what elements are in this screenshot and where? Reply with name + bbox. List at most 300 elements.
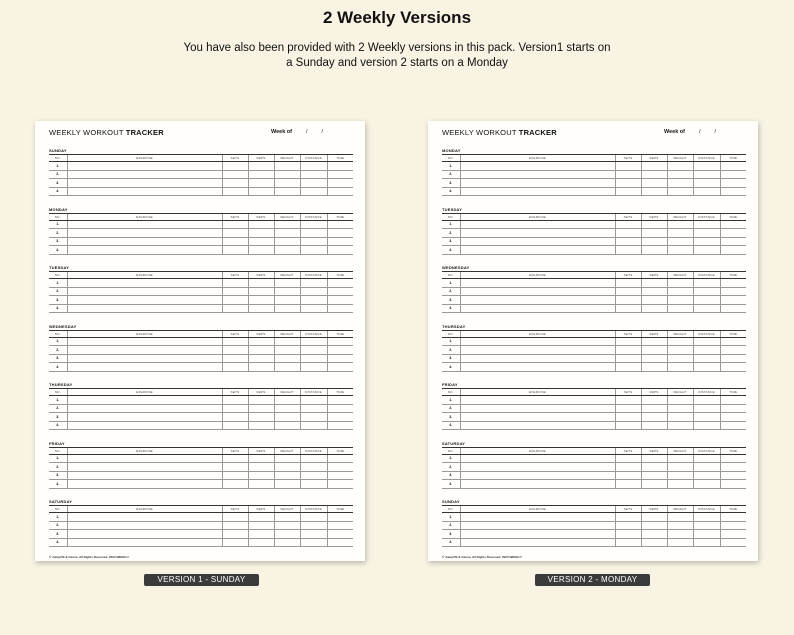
table-cell[interactable] bbox=[667, 463, 693, 472]
table-cell[interactable] bbox=[720, 404, 746, 413]
table-cell[interactable] bbox=[274, 471, 300, 480]
table-cell[interactable] bbox=[327, 354, 353, 363]
table-cell[interactable] bbox=[67, 296, 222, 305]
table-cell[interactable] bbox=[248, 530, 274, 539]
table-cell[interactable] bbox=[641, 354, 667, 363]
table-cell[interactable] bbox=[720, 480, 746, 489]
table-cell[interactable] bbox=[300, 421, 327, 430]
table-cell[interactable] bbox=[248, 279, 274, 288]
table-cell[interactable] bbox=[693, 396, 720, 405]
table-cell[interactable] bbox=[641, 237, 667, 246]
table-cell[interactable] bbox=[615, 413, 641, 422]
table-cell[interactable] bbox=[222, 229, 248, 238]
table-cell[interactable] bbox=[327, 421, 353, 430]
table-cell[interactable] bbox=[67, 363, 222, 372]
table-cell[interactable] bbox=[720, 513, 746, 522]
table-cell[interactable] bbox=[720, 237, 746, 246]
table-cell[interactable] bbox=[720, 187, 746, 196]
table-cell[interactable] bbox=[248, 538, 274, 547]
table-cell[interactable] bbox=[274, 337, 300, 346]
table-cell[interactable] bbox=[720, 346, 746, 355]
table-cell[interactable] bbox=[720, 279, 746, 288]
table-cell[interactable] bbox=[641, 480, 667, 489]
table-cell[interactable] bbox=[300, 396, 327, 405]
table-cell[interactable] bbox=[274, 287, 300, 296]
table-cell[interactable] bbox=[720, 170, 746, 179]
table-cell[interactable] bbox=[641, 521, 667, 530]
table-cell[interactable] bbox=[67, 404, 222, 413]
table-cell[interactable] bbox=[641, 404, 667, 413]
table-cell[interactable] bbox=[327, 246, 353, 255]
table-cell[interactable] bbox=[615, 404, 641, 413]
table-cell[interactable] bbox=[67, 220, 222, 229]
table-cell[interactable] bbox=[327, 337, 353, 346]
table-cell[interactable] bbox=[274, 454, 300, 463]
table-cell[interactable] bbox=[641, 396, 667, 405]
table-cell[interactable] bbox=[460, 530, 615, 539]
table-cell[interactable] bbox=[667, 337, 693, 346]
table-cell[interactable] bbox=[615, 513, 641, 522]
table-cell[interactable] bbox=[693, 179, 720, 188]
table-cell[interactable] bbox=[460, 363, 615, 372]
table-cell[interactable] bbox=[720, 530, 746, 539]
table-cell[interactable] bbox=[327, 480, 353, 489]
table-cell[interactable] bbox=[300, 471, 327, 480]
table-cell[interactable] bbox=[460, 296, 615, 305]
table-cell[interactable] bbox=[300, 538, 327, 547]
table-cell[interactable] bbox=[693, 363, 720, 372]
table-cell[interactable] bbox=[300, 246, 327, 255]
table-cell[interactable] bbox=[720, 463, 746, 472]
table-cell[interactable] bbox=[693, 187, 720, 196]
table-cell[interactable] bbox=[222, 170, 248, 179]
table-cell[interactable] bbox=[248, 513, 274, 522]
table-cell[interactable] bbox=[720, 287, 746, 296]
table-cell[interactable] bbox=[327, 187, 353, 196]
table-cell[interactable] bbox=[274, 396, 300, 405]
table-cell[interactable] bbox=[667, 229, 693, 238]
table-cell[interactable] bbox=[460, 404, 615, 413]
table-cell[interactable] bbox=[274, 187, 300, 196]
table-cell[interactable] bbox=[222, 413, 248, 422]
table-cell[interactable] bbox=[274, 170, 300, 179]
table-cell[interactable] bbox=[720, 363, 746, 372]
table-cell[interactable] bbox=[327, 287, 353, 296]
table-cell[interactable] bbox=[222, 421, 248, 430]
table-cell[interactable] bbox=[693, 513, 720, 522]
table-cell[interactable] bbox=[300, 187, 327, 196]
table-cell[interactable] bbox=[460, 246, 615, 255]
table-cell[interactable] bbox=[248, 396, 274, 405]
table-cell[interactable] bbox=[720, 162, 746, 171]
table-cell[interactable] bbox=[667, 279, 693, 288]
table-cell[interactable] bbox=[460, 162, 615, 171]
table-cell[interactable] bbox=[615, 463, 641, 472]
table-cell[interactable] bbox=[615, 337, 641, 346]
table-cell[interactable] bbox=[641, 220, 667, 229]
table-cell[interactable] bbox=[274, 354, 300, 363]
table-cell[interactable] bbox=[248, 463, 274, 472]
table-cell[interactable] bbox=[274, 530, 300, 539]
table-cell[interactable] bbox=[460, 396, 615, 405]
table-cell[interactable] bbox=[222, 396, 248, 405]
table-cell[interactable] bbox=[327, 404, 353, 413]
table-cell[interactable] bbox=[300, 480, 327, 489]
table-cell[interactable] bbox=[222, 246, 248, 255]
table-cell[interactable] bbox=[222, 179, 248, 188]
table-cell[interactable] bbox=[693, 530, 720, 539]
table-cell[interactable] bbox=[693, 538, 720, 547]
table-cell[interactable] bbox=[274, 279, 300, 288]
table-cell[interactable] bbox=[615, 220, 641, 229]
table-cell[interactable] bbox=[222, 480, 248, 489]
table-cell[interactable] bbox=[667, 521, 693, 530]
table-cell[interactable] bbox=[300, 454, 327, 463]
table-cell[interactable] bbox=[67, 413, 222, 422]
table-cell[interactable] bbox=[274, 513, 300, 522]
table-cell[interactable] bbox=[641, 246, 667, 255]
table-cell[interactable] bbox=[460, 170, 615, 179]
table-cell[interactable] bbox=[300, 220, 327, 229]
table-cell[interactable] bbox=[222, 454, 248, 463]
table-cell[interactable] bbox=[327, 237, 353, 246]
table-cell[interactable] bbox=[667, 454, 693, 463]
table-cell[interactable] bbox=[615, 454, 641, 463]
table-cell[interactable] bbox=[327, 530, 353, 539]
table-cell[interactable] bbox=[67, 179, 222, 188]
table-cell[interactable] bbox=[460, 346, 615, 355]
table-cell[interactable] bbox=[327, 463, 353, 472]
table-cell[interactable] bbox=[300, 337, 327, 346]
table-cell[interactable] bbox=[720, 421, 746, 430]
table-cell[interactable] bbox=[300, 513, 327, 522]
table-cell[interactable] bbox=[222, 363, 248, 372]
table-cell[interactable] bbox=[300, 530, 327, 539]
table-cell[interactable] bbox=[327, 229, 353, 238]
table-cell[interactable] bbox=[327, 454, 353, 463]
table-cell[interactable] bbox=[300, 363, 327, 372]
table-cell[interactable] bbox=[67, 513, 222, 522]
table-cell[interactable] bbox=[693, 413, 720, 422]
table-cell[interactable] bbox=[460, 229, 615, 238]
table-cell[interactable] bbox=[693, 279, 720, 288]
table-cell[interactable] bbox=[248, 187, 274, 196]
table-cell[interactable] bbox=[300, 354, 327, 363]
table-cell[interactable] bbox=[300, 170, 327, 179]
table-cell[interactable] bbox=[641, 363, 667, 372]
table-cell[interactable] bbox=[693, 162, 720, 171]
table-cell[interactable] bbox=[615, 304, 641, 313]
table-cell[interactable] bbox=[615, 471, 641, 480]
table-cell[interactable] bbox=[327, 521, 353, 530]
table-cell[interactable] bbox=[274, 421, 300, 430]
table-cell[interactable] bbox=[67, 354, 222, 363]
table-cell[interactable] bbox=[67, 279, 222, 288]
table-cell[interactable] bbox=[248, 229, 274, 238]
table-cell[interactable] bbox=[300, 179, 327, 188]
table-cell[interactable] bbox=[222, 296, 248, 305]
table-cell[interactable] bbox=[667, 363, 693, 372]
table-cell[interactable] bbox=[641, 279, 667, 288]
table-cell[interactable] bbox=[615, 396, 641, 405]
table-cell[interactable] bbox=[327, 170, 353, 179]
table-cell[interactable] bbox=[641, 463, 667, 472]
table-cell[interactable] bbox=[274, 296, 300, 305]
table-cell[interactable] bbox=[615, 296, 641, 305]
table-cell[interactable] bbox=[460, 521, 615, 530]
table-cell[interactable] bbox=[327, 363, 353, 372]
table-cell[interactable] bbox=[274, 521, 300, 530]
table-cell[interactable] bbox=[67, 162, 222, 171]
table-cell[interactable] bbox=[693, 304, 720, 313]
table-cell[interactable] bbox=[615, 421, 641, 430]
table-cell[interactable] bbox=[248, 346, 274, 355]
table-cell[interactable] bbox=[460, 454, 615, 463]
table-cell[interactable] bbox=[667, 162, 693, 171]
table-cell[interactable] bbox=[300, 521, 327, 530]
table-cell[interactable] bbox=[222, 287, 248, 296]
table-cell[interactable] bbox=[222, 538, 248, 547]
table-cell[interactable] bbox=[641, 296, 667, 305]
table-cell[interactable] bbox=[248, 220, 274, 229]
table-cell[interactable] bbox=[667, 187, 693, 196]
table-cell[interactable] bbox=[67, 480, 222, 489]
table-cell[interactable] bbox=[248, 363, 274, 372]
table-cell[interactable] bbox=[67, 287, 222, 296]
table-cell[interactable] bbox=[248, 521, 274, 530]
table-cell[interactable] bbox=[300, 287, 327, 296]
table-cell[interactable] bbox=[327, 304, 353, 313]
table-cell[interactable] bbox=[274, 162, 300, 171]
table-cell[interactable] bbox=[460, 279, 615, 288]
table-cell[interactable] bbox=[641, 530, 667, 539]
table-cell[interactable] bbox=[667, 246, 693, 255]
table-cell[interactable] bbox=[641, 170, 667, 179]
table-cell[interactable] bbox=[222, 471, 248, 480]
table-cell[interactable] bbox=[641, 337, 667, 346]
table-cell[interactable] bbox=[615, 170, 641, 179]
table-cell[interactable] bbox=[460, 538, 615, 547]
table-cell[interactable] bbox=[667, 237, 693, 246]
table-cell[interactable] bbox=[693, 237, 720, 246]
table-cell[interactable] bbox=[641, 187, 667, 196]
table-cell[interactable] bbox=[615, 279, 641, 288]
table-cell[interactable] bbox=[615, 162, 641, 171]
table-cell[interactable] bbox=[222, 162, 248, 171]
table-cell[interactable] bbox=[222, 346, 248, 355]
table-cell[interactable] bbox=[693, 170, 720, 179]
table-cell[interactable] bbox=[720, 246, 746, 255]
table-cell[interactable] bbox=[274, 538, 300, 547]
table-cell[interactable] bbox=[248, 296, 274, 305]
table-cell[interactable] bbox=[274, 480, 300, 489]
table-cell[interactable] bbox=[667, 354, 693, 363]
table-cell[interactable] bbox=[67, 304, 222, 313]
table-cell[interactable] bbox=[641, 421, 667, 430]
table-cell[interactable] bbox=[67, 396, 222, 405]
table-cell[interactable] bbox=[274, 237, 300, 246]
table-cell[interactable] bbox=[460, 513, 615, 522]
table-cell[interactable] bbox=[720, 229, 746, 238]
table-cell[interactable] bbox=[460, 220, 615, 229]
table-cell[interactable] bbox=[248, 454, 274, 463]
table-cell[interactable] bbox=[667, 538, 693, 547]
table-cell[interactable] bbox=[641, 304, 667, 313]
table-cell[interactable] bbox=[67, 346, 222, 355]
table-cell[interactable] bbox=[460, 337, 615, 346]
table-cell[interactable] bbox=[720, 454, 746, 463]
table-cell[interactable] bbox=[460, 287, 615, 296]
table-cell[interactable] bbox=[222, 463, 248, 472]
table-cell[interactable] bbox=[300, 279, 327, 288]
table-cell[interactable] bbox=[67, 229, 222, 238]
table-cell[interactable] bbox=[327, 296, 353, 305]
table-cell[interactable] bbox=[67, 170, 222, 179]
table-cell[interactable] bbox=[693, 480, 720, 489]
table-cell[interactable] bbox=[667, 287, 693, 296]
table-cell[interactable] bbox=[327, 396, 353, 405]
table-cell[interactable] bbox=[327, 279, 353, 288]
table-cell[interactable] bbox=[641, 162, 667, 171]
table-cell[interactable] bbox=[327, 346, 353, 355]
table-cell[interactable] bbox=[460, 471, 615, 480]
table-cell[interactable] bbox=[67, 538, 222, 547]
table-cell[interactable] bbox=[720, 396, 746, 405]
table-cell[interactable] bbox=[222, 279, 248, 288]
table-cell[interactable] bbox=[327, 220, 353, 229]
table-cell[interactable] bbox=[667, 304, 693, 313]
table-cell[interactable] bbox=[67, 521, 222, 530]
table-cell[interactable] bbox=[667, 296, 693, 305]
table-cell[interactable] bbox=[222, 187, 248, 196]
table-cell[interactable] bbox=[615, 229, 641, 238]
table-cell[interactable] bbox=[222, 304, 248, 313]
table-cell[interactable] bbox=[460, 413, 615, 422]
table-cell[interactable] bbox=[641, 513, 667, 522]
table-cell[interactable] bbox=[248, 170, 274, 179]
table-cell[interactable] bbox=[67, 530, 222, 539]
table-cell[interactable] bbox=[222, 354, 248, 363]
table-cell[interactable] bbox=[67, 454, 222, 463]
table-cell[interactable] bbox=[274, 363, 300, 372]
table-cell[interactable] bbox=[641, 471, 667, 480]
table-cell[interactable] bbox=[720, 521, 746, 530]
table-cell[interactable] bbox=[720, 179, 746, 188]
table-cell[interactable] bbox=[67, 463, 222, 472]
table-cell[interactable] bbox=[615, 354, 641, 363]
table-cell[interactable] bbox=[460, 463, 615, 472]
table-cell[interactable] bbox=[222, 337, 248, 346]
table-cell[interactable] bbox=[693, 454, 720, 463]
table-cell[interactable] bbox=[615, 521, 641, 530]
table-cell[interactable] bbox=[460, 187, 615, 196]
table-cell[interactable] bbox=[667, 530, 693, 539]
table-cell[interactable] bbox=[248, 480, 274, 489]
table-cell[interactable] bbox=[248, 354, 274, 363]
table-cell[interactable] bbox=[693, 354, 720, 363]
table-cell[interactable] bbox=[615, 363, 641, 372]
table-cell[interactable] bbox=[300, 162, 327, 171]
table-cell[interactable] bbox=[460, 304, 615, 313]
table-cell[interactable] bbox=[693, 229, 720, 238]
table-cell[interactable] bbox=[615, 246, 641, 255]
table-cell[interactable] bbox=[300, 229, 327, 238]
table-cell[interactable] bbox=[274, 246, 300, 255]
table-cell[interactable] bbox=[222, 521, 248, 530]
table-cell[interactable] bbox=[300, 296, 327, 305]
table-cell[interactable] bbox=[641, 287, 667, 296]
table-cell[interactable] bbox=[615, 346, 641, 355]
table-cell[interactable] bbox=[667, 421, 693, 430]
table-cell[interactable] bbox=[274, 220, 300, 229]
table-cell[interactable] bbox=[615, 480, 641, 489]
table-cell[interactable] bbox=[720, 296, 746, 305]
table-cell[interactable] bbox=[693, 404, 720, 413]
table-cell[interactable] bbox=[615, 530, 641, 539]
table-cell[interactable] bbox=[300, 237, 327, 246]
table-cell[interactable] bbox=[720, 471, 746, 480]
table-cell[interactable] bbox=[641, 413, 667, 422]
table-cell[interactable] bbox=[693, 346, 720, 355]
table-cell[interactable] bbox=[67, 246, 222, 255]
table-cell[interactable] bbox=[67, 187, 222, 196]
table-cell[interactable] bbox=[720, 304, 746, 313]
table-cell[interactable] bbox=[641, 538, 667, 547]
table-cell[interactable] bbox=[667, 480, 693, 489]
table-cell[interactable] bbox=[460, 421, 615, 430]
table-cell[interactable] bbox=[667, 404, 693, 413]
table-cell[interactable] bbox=[274, 463, 300, 472]
table-cell[interactable] bbox=[641, 454, 667, 463]
table-cell[interactable] bbox=[327, 471, 353, 480]
table-cell[interactable] bbox=[300, 404, 327, 413]
table-cell[interactable] bbox=[460, 480, 615, 489]
table-cell[interactable] bbox=[641, 179, 667, 188]
table-cell[interactable] bbox=[248, 287, 274, 296]
table-cell[interactable] bbox=[693, 246, 720, 255]
table-cell[interactable] bbox=[67, 237, 222, 246]
table-cell[interactable] bbox=[274, 304, 300, 313]
table-cell[interactable] bbox=[327, 413, 353, 422]
table-cell[interactable] bbox=[693, 421, 720, 430]
table-cell[interactable] bbox=[300, 304, 327, 313]
table-cell[interactable] bbox=[300, 463, 327, 472]
table-cell[interactable] bbox=[615, 237, 641, 246]
table-cell[interactable] bbox=[615, 538, 641, 547]
table-cell[interactable] bbox=[667, 346, 693, 355]
table-cell[interactable] bbox=[327, 538, 353, 547]
table-cell[interactable] bbox=[693, 471, 720, 480]
table-cell[interactable] bbox=[248, 421, 274, 430]
table-cell[interactable] bbox=[667, 220, 693, 229]
table-cell[interactable] bbox=[720, 220, 746, 229]
table-cell[interactable] bbox=[693, 296, 720, 305]
table-cell[interactable] bbox=[720, 413, 746, 422]
table-cell[interactable] bbox=[327, 162, 353, 171]
table-cell[interactable] bbox=[615, 187, 641, 196]
table-cell[interactable] bbox=[274, 346, 300, 355]
table-cell[interactable] bbox=[693, 287, 720, 296]
table-cell[interactable] bbox=[67, 421, 222, 430]
table-cell[interactable] bbox=[720, 538, 746, 547]
table-cell[interactable] bbox=[248, 179, 274, 188]
table-cell[interactable] bbox=[720, 337, 746, 346]
table-cell[interactable] bbox=[274, 229, 300, 238]
table-cell[interactable] bbox=[615, 179, 641, 188]
table-cell[interactable] bbox=[693, 220, 720, 229]
table-cell[interactable] bbox=[222, 530, 248, 539]
table-cell[interactable] bbox=[693, 337, 720, 346]
